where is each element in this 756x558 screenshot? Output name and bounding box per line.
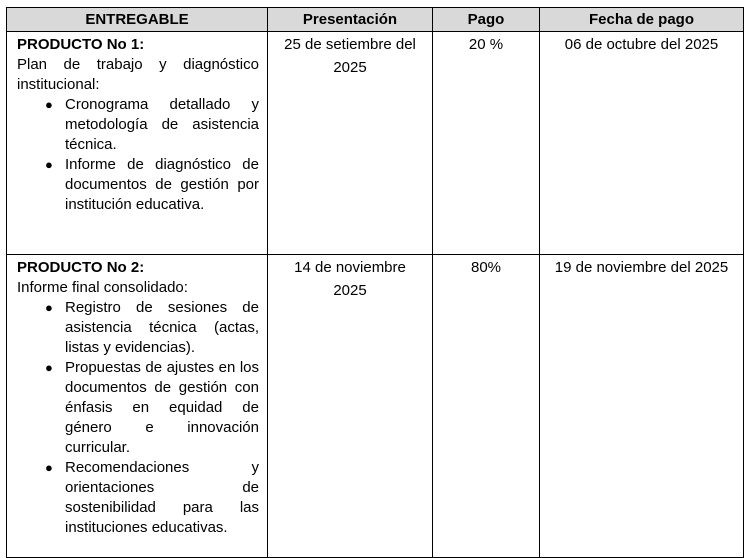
list-item-text: Cronograma detallado y metodología de asistencia técnica. [65,96,259,153]
presentacion-cell: 25 de setiembre del 2025 [268,32,433,255]
list-item [45,358,259,458]
list-item-text: Informe de diagnóstico de documentos de gestión por institución educativa. [65,156,259,213]
list-item [45,155,259,215]
table-row [7,32,744,255]
bullet-icon: ● [45,157,53,172]
product-description: Informe final consolidado: [17,279,188,296]
fecha-pago-cell: 19 de noviembre del 2025 [540,255,744,558]
header-row [7,8,744,32]
product-items-list [17,298,259,538]
header-pago: Pago [433,8,540,32]
product-description: Plan de trabajo y diagnóstico institucional: [17,56,259,93]
fecha-pago-cell: 06 de octubre del 2025 [540,32,744,255]
bullet-icon: ● [45,97,53,112]
deliverables-table [6,7,744,558]
pago-cell: 20 % [433,32,540,255]
header-entregable: ENTREGABLE [7,8,268,32]
bullet-icon: ● [45,360,53,375]
list-item-text: Registro de sesiones de asistencia técnica (actas, listas y evidencias). [65,299,259,356]
header-presentacion: Presentación [268,8,433,32]
list-item [45,95,259,155]
list-item-text: Propuestas de ajustes en los documentos de gestión con énfasis en equidad de género e innovación curricular. [65,359,259,456]
product-title: PRODUCTO No 2: [17,259,145,276]
entregable-cell [7,255,268,558]
entregable-cell [7,32,268,255]
list-item-text: Recomendaciones y orientaciones de sostenibilidad para las instituciones educativas. [65,459,259,536]
list-item [45,458,259,538]
bullet-icon: ● [45,460,53,475]
pago-cell: 80% [433,255,540,558]
bullet-icon: ● [45,300,53,315]
list-item [45,298,259,358]
header-fecha-pago: Fecha de pago [540,8,744,32]
table-row [7,255,744,558]
product-items-list [17,95,259,215]
presentacion-cell: 14 de noviembre 2025 [268,255,433,558]
product-title: PRODUCTO No 1: [17,36,145,53]
